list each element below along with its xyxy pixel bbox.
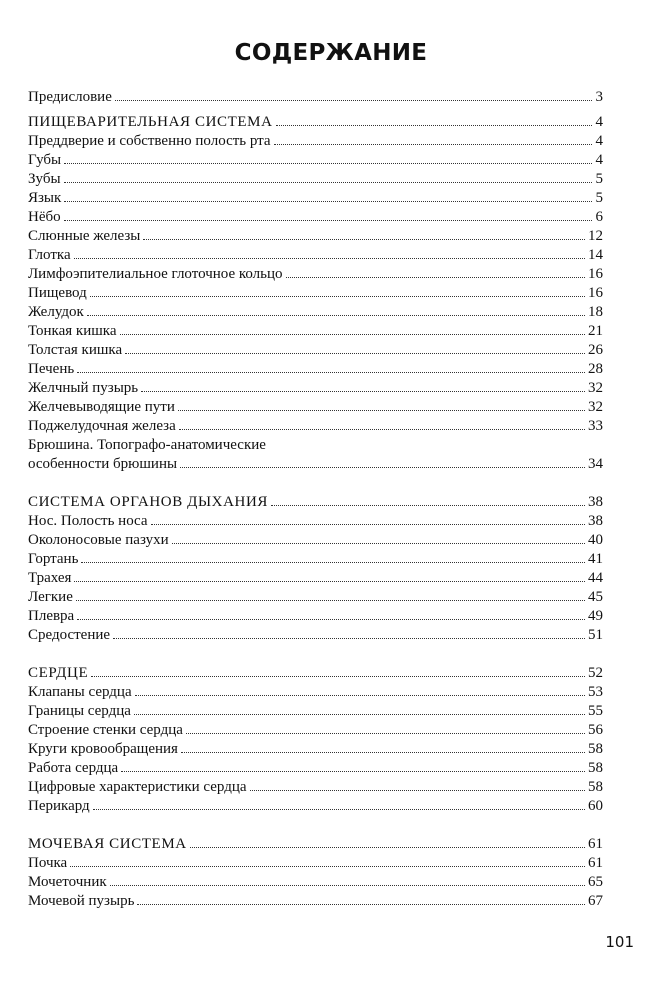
toc-entry-page: 14 [588,247,603,263]
toc-entry[interactable] [28,417,603,436]
toc-entry-page: 4 [595,152,603,168]
dot-leader [274,132,592,145]
page-title: СОДЕРЖАНИЕ [234,40,428,66]
toc-entry-title: Глотка [28,247,71,263]
toc-entry[interactable] [28,246,603,265]
toc-entry[interactable] [28,322,603,341]
toc-entry-title: Околоносовые пазухи [28,532,169,548]
dot-leader [181,740,585,753]
toc-entry[interactable] [28,759,603,778]
toc-entry-title: Нёбо [28,209,61,225]
dot-leader [178,398,585,411]
toc-entry[interactable] [28,151,603,170]
toc-entry-title: Зубы [28,171,61,187]
dot-leader [76,588,585,601]
dot-leader [180,455,585,468]
toc-entry[interactable] [28,892,603,911]
toc-entry[interactable] [28,683,603,702]
toc-entry-page: 34 [588,456,603,472]
toc-entry-page: 5 [595,190,603,206]
dot-leader [271,493,585,506]
toc-entry-page: 49 [588,608,603,624]
toc-entry-preface[interactable] [28,88,603,107]
dot-leader [151,512,585,525]
toc-entry-title: Гортань [28,551,79,567]
dot-leader [70,854,585,867]
toc-entry-page: 5 [595,171,603,187]
toc-entry[interactable] [28,265,603,284]
toc-entry-page: 28 [588,361,603,377]
toc-entry-title: Трахея [28,570,72,586]
toc-entry[interactable] [28,132,603,151]
page-number: 101 [605,933,634,951]
toc-entry[interactable] [28,607,603,626]
toc-entry[interactable] [28,778,603,797]
toc-entry-title-line1: Брюшина. Топографо-анатомические [28,437,266,453]
dot-leader [64,208,592,221]
dot-leader [137,892,585,905]
toc-entry-page: 12 [588,228,603,244]
toc-section-title: ПИЩЕВАРИТЕЛЬНАЯ СИСТЕМА [28,114,273,130]
toc-entry[interactable] [28,626,603,645]
toc-entry-title: Мочевой пузырь [28,893,135,909]
toc-entry[interactable] [28,702,603,721]
toc-entry-page: 33 [588,418,603,434]
dot-leader [64,170,592,183]
toc-entry-page: 67 [588,893,603,909]
toc-entry[interactable] [28,170,603,189]
toc-entry[interactable] [28,227,603,246]
dot-leader [81,550,585,563]
toc-entry-title: Слюнные железы [28,228,141,244]
toc-entry-page: 21 [588,323,603,339]
toc-entry-page: 44 [588,570,603,586]
dot-leader [179,417,585,430]
toc-section-title: СИСТЕМА ОРГАНОВ ДЫХАНИЯ [28,494,269,510]
toc-entry-title: Средостение [28,627,111,643]
toc-entry-page: 58 [588,779,603,795]
toc-entry-title: Границы сердца [28,703,131,719]
dot-leader [115,88,592,101]
dot-leader [125,341,585,354]
toc-entry[interactable] [28,284,603,303]
toc-entry-title: Преддверие и собственно полость рта [28,133,271,149]
toc-entry[interactable] [28,303,603,322]
toc-entry[interactable] [28,531,603,550]
toc-entry[interactable] [28,189,603,208]
toc-entry-title: Желудок [28,304,84,320]
toc-entry-page: 65 [588,874,603,890]
toc-entry-page: 58 [588,760,603,776]
toc-entry-page: 53 [588,684,603,700]
toc-entry-title: Плевра [28,608,75,624]
toc-entry[interactable] [28,569,603,588]
toc-entry[interactable] [28,740,603,759]
toc-entry-page: 26 [588,342,603,358]
toc-entry[interactable] [28,854,603,873]
toc-section-title: СЕРДЦЕ [28,665,89,681]
toc-entry-page: 4 [595,114,603,130]
dot-leader [110,873,585,886]
toc-entry-title: Цифровые характеристики сердца [28,779,247,795]
dot-leader [87,303,585,316]
toc-entry-page: 4 [595,133,603,149]
dot-leader [64,189,592,202]
dot-leader [141,379,585,392]
dot-leader [135,683,585,696]
toc-entry-title: Лимфоэпителиальное глоточное кольцо [28,266,283,282]
toc-entry-title: Мочеточник [28,874,107,890]
toc-entry[interactable] [28,873,603,892]
toc-entry-title: Нос. Полость носа [28,513,148,529]
table-of-contents [28,88,603,911]
dot-leader [93,797,585,810]
toc-entry-page: 58 [588,741,603,757]
toc-section-title: МОЧЕВАЯ СИСТЕМА [28,836,187,852]
toc-entry[interactable] [28,797,603,816]
toc-entry-page: 55 [588,703,603,719]
toc-entry-page: 38 [588,513,603,529]
toc-entry-page: 61 [588,836,603,852]
toc-entry-title: Работа сердца [28,760,119,776]
toc-section-urinary[interactable] [28,835,603,854]
toc-entry-page: 32 [588,399,603,415]
toc-entry[interactable] [28,721,603,740]
toc-entry-page: 38 [588,494,603,510]
toc-entry-title: Клапаны сердца [28,684,132,700]
dot-leader [134,702,585,715]
dot-leader [186,721,585,734]
toc-entry-title: Круги кровообращения [28,741,178,757]
toc-entry-title: особенности брюшины [28,456,178,472]
toc-entry-title: Желчный пузырь [28,380,139,396]
toc-entry-page: 3 [595,89,603,105]
toc-entry-page: 18 [588,304,603,320]
dot-leader [77,360,585,373]
toc-entry-page: 51 [588,627,603,643]
toc-section-digestive[interactable] [28,113,603,132]
dot-leader [276,113,593,126]
toc-entry-page: 40 [588,532,603,548]
toc-section-heart[interactable] [28,664,603,683]
toc-entry-page: 16 [588,266,603,282]
toc-entry-title: Тонкая кишка [28,323,117,339]
toc-entry-title: Строение стенки сердца [28,722,183,738]
dot-leader [90,284,585,297]
toc-entry-page: 61 [588,855,603,871]
toc-entry-page: 16 [588,285,603,301]
toc-entry[interactable] [28,360,603,379]
toc-entry[interactable] [28,341,603,360]
toc-entry[interactable] [28,512,603,531]
toc-entry-page: 45 [588,589,603,605]
toc-entry[interactable] [28,208,603,227]
toc-entry-title: Язык [28,190,62,206]
dot-leader [113,626,585,639]
toc-entry-title: Пищевод [28,285,87,301]
toc-entry[interactable] [28,455,603,474]
toc-entry-page: 60 [588,798,603,814]
dot-leader [286,265,585,278]
toc-entry-page: 52 [588,665,603,681]
toc-entry-page: 6 [595,209,603,225]
toc-entry[interactable] [28,550,603,569]
toc-entry-title: Губы [28,152,62,168]
dot-leader [190,835,585,848]
toc-entry-title: Предисловие [28,89,112,105]
toc-entry-page: 41 [588,551,603,567]
dot-leader [77,607,585,620]
toc-entry-title: Перикард [28,798,90,814]
dot-leader [250,778,585,791]
toc-entry-title: Толстая кишка [28,342,123,358]
dot-leader [121,759,585,772]
toc-entry-page: 56 [588,722,603,738]
dot-leader [74,569,585,582]
toc-entry[interactable] [28,379,603,398]
toc-entry-page: 32 [588,380,603,396]
dot-leader [172,531,585,544]
dot-leader [64,151,592,164]
toc-entry[interactable] [28,398,603,417]
dot-leader [143,227,585,240]
toc-entry-title: Почка [28,855,68,871]
toc-entry[interactable] [28,588,603,607]
dot-leader [91,664,585,677]
dot-leader [74,246,585,259]
toc-entry-title: Поджелудочная железа [28,418,176,434]
toc-entry-title: Легкие [28,589,73,605]
toc-section-respiratory[interactable] [28,493,603,512]
toc-entry-title: Печень [28,361,75,377]
dot-leader [120,322,585,335]
toc-entry-title: Желчевыводящие пути [28,399,175,415]
